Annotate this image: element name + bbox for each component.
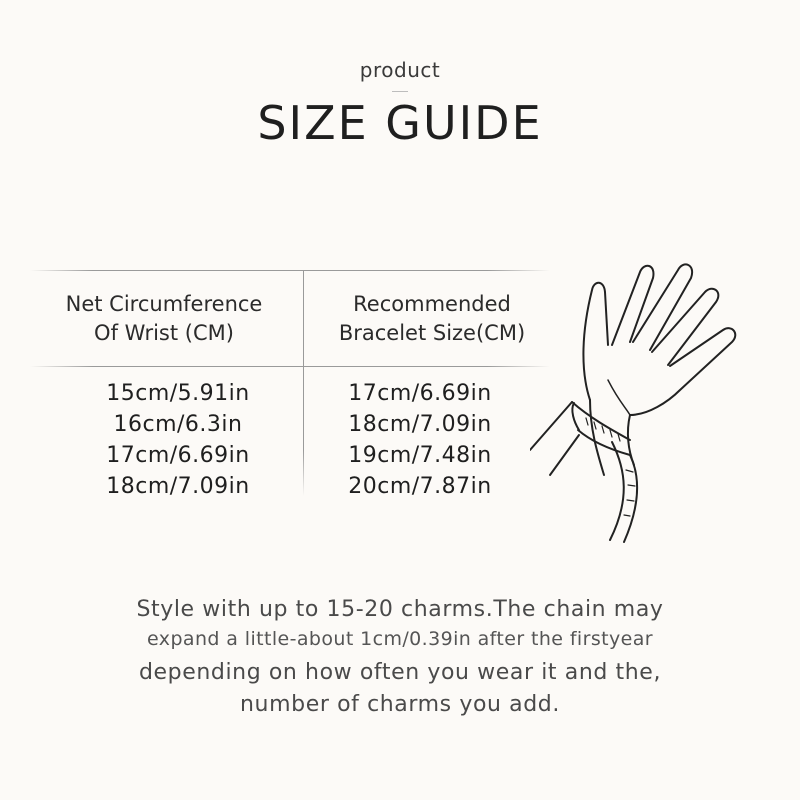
column-header-wrist-line2: Of Wrist (CM) [94, 321, 234, 345]
care-note-line2: expand a little-about 1cm/0.39in after the firstyear [147, 628, 653, 650]
care-note-line3: depending on how often you wear it and the, [138, 660, 662, 685]
care-note-line4: number of charms you add. [240, 692, 560, 717]
care-note-line1: Style with up to 15-20 charms.The chain may [136, 597, 664, 622]
hand-with-measuring-tape-icon [530, 250, 760, 550]
page-title: SIZE GUIDE [257, 96, 543, 150]
table-cell-bracelet: 20cm/7.87in [348, 474, 492, 499]
table-header-rule [30, 366, 550, 367]
table-cell-bracelet: 17cm/6.69in [348, 381, 492, 406]
table-cell-wrist: 16cm/6.3in [113, 412, 243, 437]
bracelet-size-column [310, 378, 530, 502]
column-header-bracelet [302, 290, 562, 348]
table-cell-wrist: 17cm/6.69in [106, 443, 250, 468]
column-header-bracelet-line1: Recommended [353, 292, 511, 316]
table-cell-bracelet: 18cm/7.09in [348, 412, 492, 437]
eyebrow-divider [392, 91, 408, 92]
eyebrow-label: product [359, 58, 441, 82]
wrist-size-column [68, 378, 288, 502]
table-cell-bracelet: 19cm/7.48in [348, 443, 492, 468]
table-cell-wrist: 15cm/5.91in [106, 381, 250, 406]
table-top-rule [30, 270, 550, 271]
column-header-wrist-line1: Net Circumference [65, 292, 263, 316]
table-cell-wrist: 18cm/7.09in [106, 474, 250, 499]
column-header-bracelet-line2: Bracelet Size(CM) [338, 321, 526, 345]
column-header-wrist [34, 290, 294, 348]
